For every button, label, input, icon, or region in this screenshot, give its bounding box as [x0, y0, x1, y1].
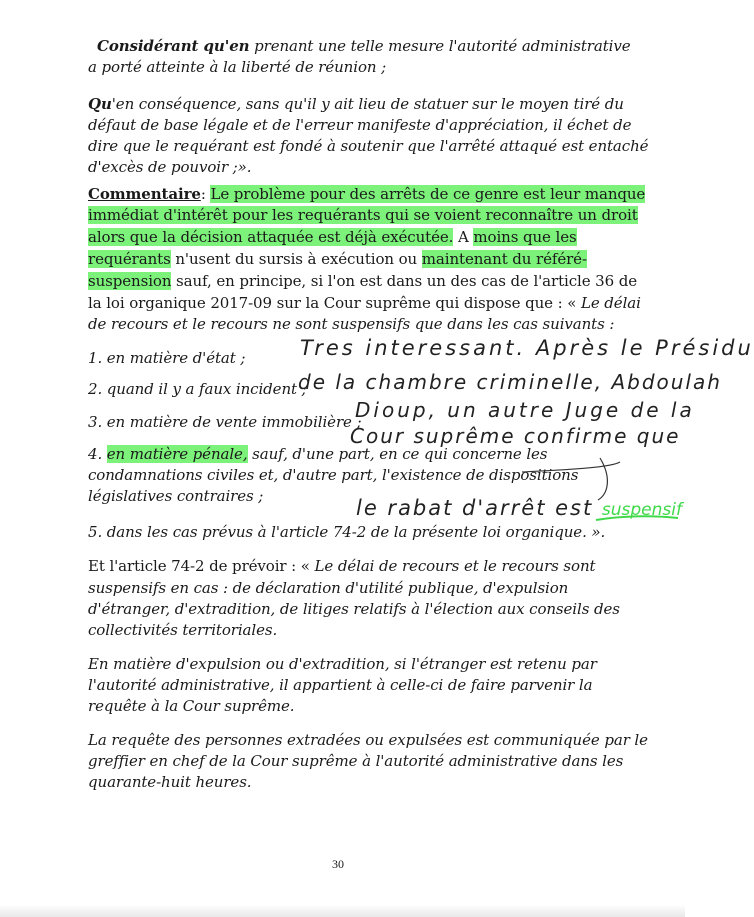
para2-line2: défaut de base légale et de l'erreur manifeste d'appréciation, il échet de: [88, 116, 632, 134]
highlight: alors que la décision attaquée est déjà exécutée.: [88, 228, 454, 246]
highlight: suspension: [88, 272, 172, 290]
requete-line1: La requête des personnes extradées ou expulsées est communiquée par le: [88, 731, 648, 749]
handwriting-line5: le rabat d'arrêt est suspensif: [356, 496, 682, 520]
commentaire-line6: la loi organique 2017-09 sur la Cour suprême qui dispose que : « Le délai: [88, 294, 641, 312]
ink-curl-mark: [598, 458, 607, 500]
handwriting-line1: Tres interessant. Après le Présidu: [300, 336, 754, 360]
commentaire-line2: [88, 205, 638, 225]
commentaire-line1: Commentaire: Le problème pour des arrêts de ce genre est leur manque: [88, 185, 646, 203]
page-number: 30: [332, 857, 344, 871]
article-line3: d'étranger, d'extradition, de litiges relatifs à l'élection aux conseils des: [88, 600, 620, 618]
requete-line3: quarante-huit heures.: [88, 773, 252, 791]
handwriting-green-word: suspensif: [601, 500, 682, 520]
highlight: moins que les: [473, 228, 577, 246]
article-line4: collectivités territoriales.: [88, 621, 278, 639]
list-item-4-line3: législatives contraires ;: [88, 487, 264, 505]
highlight: immédiat d'intérêt pour les requérants qui se voient reconnaître un droit: [88, 206, 638, 224]
commentaire-line3: alors que la décision attaquée est déjà exécutée. A moins que les: [88, 228, 577, 246]
commentaire-label: Commentaire: [88, 185, 201, 203]
para1-strong: Considérant qu'en: [97, 37, 250, 55]
para1-line1: Considérant qu'en prenant une telle mesure l'autorité administrative: [97, 37, 631, 55]
list-item-5: 5. dans les cas prévus à l'article 74-2 de la présente loi organique. ».: [88, 523, 606, 541]
highlight: Le problème pour des arrêts de ce genre est leur manque: [210, 185, 646, 203]
para1-line2: a porté atteinte à la liberté de réunion ;: [88, 58, 387, 76]
article-line2: suspensifs en cas : de déclaration d'utilité publique, d'expulsion: [88, 579, 569, 597]
list-item-1: 1. en matière d'état ;: [88, 349, 246, 367]
list-item-4: 4. en matière pénale, sauf, d'une part, en ce qui concerne les: [88, 445, 548, 463]
handwriting-line4: Cour suprême confirme que: [350, 424, 681, 448]
handwriting-line2: de la chambre criminelle, Abdoulah: [298, 370, 722, 394]
list-item-4-line2: condamnations civiles et, d'autre part, l'existence de dispositions: [88, 466, 579, 484]
expulsion-line1: En matière d'expulsion ou d'extradition, si l'étranger est retenu par: [88, 655, 597, 673]
highlight: maintenant du référé-: [421, 250, 587, 268]
para2-line1: Qu'en conséquence, sans qu'il y ait lieu de statuer sur le moyen tiré du: [88, 95, 624, 113]
list-item-2: 2. quand il y a faux incident ;: [88, 380, 307, 398]
expulsion-line2: l'autorité administrative, il appartient à celle-ci de faire parvenir la: [88, 676, 593, 694]
para2-line4: d'excès de pouvoir ;».: [88, 158, 252, 176]
highlight: en matière pénale,: [106, 445, 248, 463]
article-line1: Et l'article 74-2 de prévoir : « Le délai de recours et le recours sont: [88, 557, 596, 575]
handwriting-line3: Dioup, un autre Juge de la: [355, 398, 695, 422]
page-bottom-shadow: [0, 905, 685, 917]
commentaire-line4: requérants n'usent du sursis à exécution ou maintenant du référé-: [88, 250, 587, 268]
highlight: requérants: [88, 250, 171, 268]
para2-line3: dire que le requérant est fondé à soutenir que l'arrêté attaqué est entaché: [88, 137, 649, 155]
commentaire-line7: de recours et le recours ne sont suspensifs que dans les cas suivants :: [88, 315, 615, 333]
requete-line2: greffier en chef de la Cour suprême à l'autorité administrative dans les: [88, 752, 624, 770]
list-item-3: 3. en matière de vente immobilière ;: [88, 413, 362, 431]
commentaire-line5: suspension sauf, en principe, si l'on est dans un des cas de l'article 36 de: [88, 272, 637, 290]
expulsion-line3: requête à la Cour suprême.: [88, 697, 295, 715]
